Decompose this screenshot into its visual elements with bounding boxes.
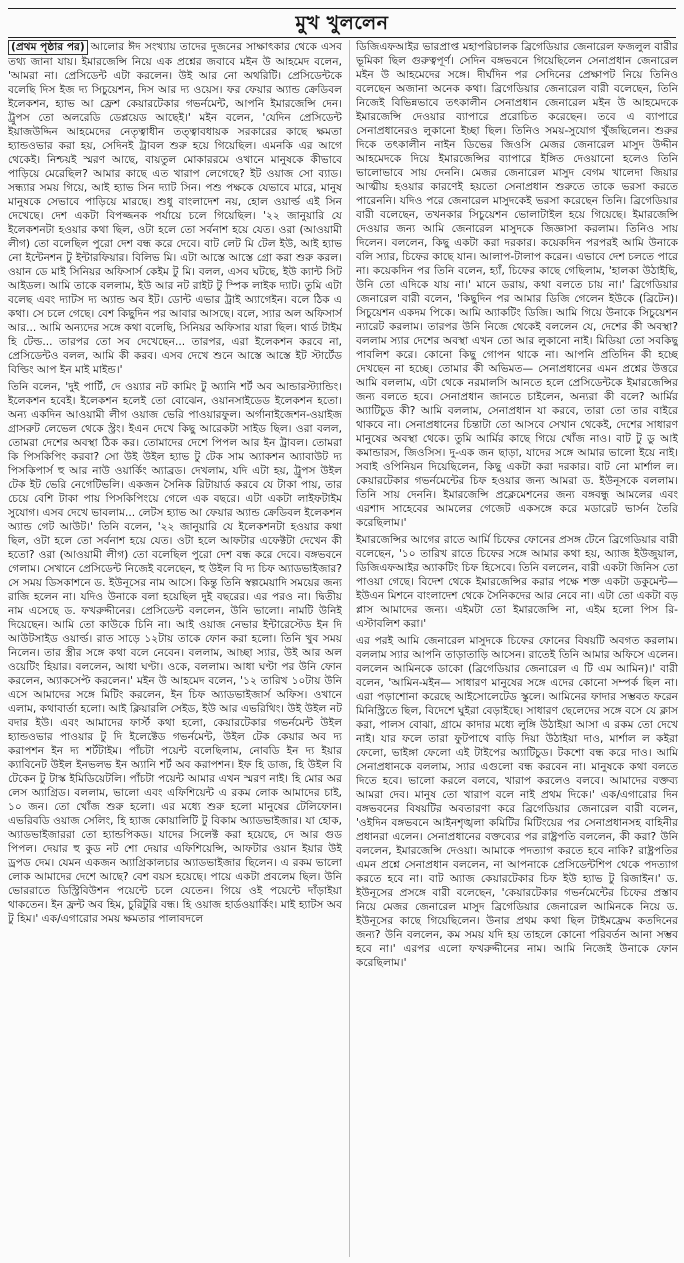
right-column: [356, 40, 678, 1257]
page-title: মুখ খুললেন: [295, 12, 389, 34]
article-paragraph: ইমারজেন্সির আগের রাতে আর্মি চিফের ফোনের প্রসঙ্গ টেনে ব্রিগেডিয়ার বারী বলেছেন, '১০ তারিখ রাতে চিফের সঙ্গে আমার কথা হয়, অ্যাজ ইউজুয়াল, ডিজিএফআইর অ্যাকটিং চিফ হিসেবে। তিনি বললেন, বারী একটা জিনিস তো পাওয়া গেছে। বিদেশ থেকে ইমারজেন্সির করার পক্ষে শক্ত একটা ডকুমেন্ট— ইউএন মিশনে বাংলাদেশ থেকে সৈনিকদের আর নেবে না। এটা তো একটা বড় প্লাস আমাদের জন্য। এইমটা তো ইমারজেন্সি না, এইম হলো পিস রি-এস্টাবলিশ করা।': [356, 534, 678, 630]
article-paragraph: ডিজিএফআইর ভারপ্রাপ্ত মহাপরিচালক ব্রিগেডিয়ার জেনারেল ফজলুল বারীর ভূমিকা ছিল গুরুত্বপূর্ণ। সেদিন বঙ্গভবনে গিয়েছিলেন সেনাপ্রধান জেনারেল মইন উ আহমেদের সঙ্গে। দীর্ঘদিন পর সেদিনের প্রেক্ষাপট নিয়ে তিনিও বলেছেন অজানা অনেক কথা। ব্রিগেডিয়ার জেনারেল বারী বলেছেন, তিনি নিজেই বিভিন্নভাবে তৎকালীন সেনাপ্রধান জেনারেল মইন উ আহমেদকে ইমারজেন্সি দেওয়ার ব্যাপারে প্ররোচিত করেছেন। তবে এ ব্যাপারে সেনাপ্রধানেরও লুকানো ইচ্ছা ছিল। তিনিও সময়-সুযোগ খুঁজছিলেন। শুরুর দিকে তৎকালীন নাইন ডিভের জিওসি মেজর জেনারেল মাসুদ উদ্দীন আহমেদকে দিয়ে ইমারজেন্সির ব্যাপারে ইঙ্গিত দেওয়ানো হলেও তিনি ভালোভাবে সায় দেননি। মেজর জেনারেল মাসুদ বেগম খালেদা জিয়ার আত্মীয় হওয়ার কারণেই হয়তো সেনাপ্রধান শুরুতে তাকে ভরসা করতে পারেননি। যদিও পরে জেনারেল মাসুদকেই ভরসা করেছেন তিনি। ব্রিগেডিয়ার বারী বলেছেন, তখনকার সিচুয়েশন ভোলাটাইল হয়ে গিয়েছে। ইমারজেন্সি দেওয়ার জন্য আমি জেনারেল মাসুদকে জিজ্ঞাসা করলাম। তিনিও সায় দিলেন। বললেন, কিছু একটা করা দরকার। কয়েকদিন পরপরই আমি উনাকে বলি স্যার, চিফের কাছে যান। আলাপ-টালাপ করেন। এভাবে দেশ চলতে পারে না। কয়েকদিন পর তিনি বলেন, হ্যাঁ, চিফের কাছে গেছিলাম, 'হালকা উঠাইছি, উনি তো এদিকে যায় না।' মানে ডরায়, কথা বলতে চায় না।' ব্রিগেডিয়ার জেনারেল বারী বলেন, 'কিছুদিন পর আমার ডিজি গেলেন ইউকে (ব্রিটেন)। সিচুয়েশন একদম পিকে। আমি অ্যাকটিং ডিজি। আমি গিয়ে উনাকে সিচুয়েশন ন্যারেট করলাম। তারপর উনি নিজে থেকেই বললেন যে, দেশের কী অবস্থা? বললাম স্যার দেশের অবস্থা এখন তো আর লুকানো নাই। মিডিয়া তো সবকিছু পাবলিশ করে। কোনো কিছু গোপন থাকে না। আপনি প্রতিদিন কী হচ্ছে দেখছেন না হচ্ছে। তোমার কী অভিমত— সেনাপ্রধানের এমন প্রশ্নের উত্তরে আমি বললাম, এটা থেকে নরমালসি আনতে হলে প্রেসিডেন্টকে ইমারজেন্সির জন্য বলতে হবে। সেনাপ্রধান জানতে চাইলেন, অন্যরা কী বলে? আর্মির অ্যাটিচুড কী? আমি বললাম, সেনাপ্রধান যা করবে, তারা তো তার বাইরে থাকবে না। সেনাপ্রধানের চিন্তাটা তো আসবে সেখান থেকেই, দেশের সাধারণ মানুষের অবস্থা থেকে। তুমি আর্মির কাছে গিয়ে খোঁজ নাও। বাট টু ডু আই কমান্ডারস, জিওসিস। দু-এক জন ছাড়া, যাদের সঙ্গে আমার ভালো ইয়ে নাই। সবাই ওপিনিয়ন দিয়েছিলেন, কিছু একটা করা দরকার। বাট নো মার্শাল ল। কেয়ারটেকার গভর্নমেন্টের চিফ হওয়ার জন্য আমরা ড. ইউনূসকে বললাম। তিনি সায় দেননি। ইমারজেন্সি প্রক্লেমেশনের জন্য বঙ্গবন্ধু আমলের এবং এরশাদ সাহেবের আমলের গেজেট একসঙ্গে করে মডারেট ভার্সন তৈরি করেছিলাম।': [356, 41, 678, 529]
article-paragraph: এর পরই আমি জেনারেল মাসুদকে চিফের ফোনের বিষয়টি অবগত করলাম। বললাম স্যার আপনি তাড়াতাড়ি আসেন। রাতেই তিনি আমার অফিসে এলেন। বললেন আমিনকে ডাকো (ব্রিগেডিয়ার জেনারেল এ টি এম আমিন)।' বারী বলেন, 'আমিন-মইন— সাধারণ মানুষের সঙ্গে এদের কোনো সম্পর্ক ছিল না। এরা পড়াশোনা করেছে আইসোলেটেড স্কুলে। আমিনের ফাদার সম্ভবত ফরেন মিনিস্ট্রিতে ছিল, বিদেশে ঘুইরা বেড়াইছে। সাধারণ ছেলেদের সঙ্গে বসে যে ক্লাস করা, পালস বোঝা, গ্রামে কাদার মধ্যে লুঙ্গি উঠাইয়া আসা এ রকম তো দেখে নাই। যার ফলে তারা ফুটপাথে বাড়ি দিয়া উঠাইয়া দাও, মার্শাল ল কইরা ফেলো, ভাইঙ্গা ফেলো এই টাইপের অ্যাটিচুড। টকশো বন্ধ করে দাও। আমি সেনাপ্রধানকে বললাম, স্যার এগুলো বন্ধ করবেন না। মানুষকে কথা বলতে দিতে হবে। ভালো করলে বলবে, খারাপ করলেও বলবে। আমাদের বক্তব্য আমরা দেব। মানুষ তো খারাপ বলে নাই প্রথম দিকে।' এক/এগারোর দিন বঙ্গভবনের বিষয়টির অবতারণা করে ব্রিগেডিয়ার জেনারেল বারী বলেন, 'ওইদিন বঙ্গভবনে আইনশৃঙ্খলা কমিটির মিটিংয়ের পর সেনাপ্রধানসহ বাহিনীর প্রধানরা এলেন। সেনাপ্রধানের বক্তব্যের পর রাষ্ট্রপতি বললেন, কী করা? উনি বললেন, ইমারজেন্সি দেওয়া। আমাকে পদত্যাগ করতে হবে নাকি? রাষ্ট্রপতির এমন প্রশ্নে সেনাপ্রধান বললেন, না আপনাকে প্রেসিডেন্টশিপ থেকে পদত্যাগ করতে হবে না। বাট অ্যাজ কেয়ারটেকার চিফ ইউ হ্যাভ টু রিজাইন।' ড. ইউনূসের প্রসঙ্গে বারী বলেছেন, 'কেয়ারটেকার গভর্নমেন্টের চিফের প্রস্তাব নিয়ে মেজর জেনারেল মাসুদ ব্রিগেডিয়ার জেনারেল আমিনকে নিয়ে ড. ইউনূসের কাছে গিয়েছিলেন। উনার প্রথম কথা ছিল টাইমফ্রেম কতদিনের জন্য? উনি বললেন, কম সময় যদি হয় তাহলে কোনো পরিবর্তন আনা সম্ভব হবে না।' এরপর এলো ফখরুদ্দীনের নাম। আমি নিজেই উনাকে ফোন করেছিলাম।': [356, 635, 678, 969]
column-divider: [349, 40, 350, 1257]
continuation-tag: (প্রথম পৃষ্ঠার পর): [8, 40, 88, 55]
article-paragraph: তিনি বলেন, 'দুই পার্টি, দে ওয়্যার নট কামিং টু অ্যানি শর্ট অব আন্ডারস্ট্যান্ডিং। ইলেকশন হবেই। ইলেকশন হলেই তো বোঝেন, ওয়ানসাইডেড ইলেকশন হতো। অন্য একদিন আওয়ামী লীগ ওয়াজ ভেরি পাওয়ারফুল। অর্গানাইজেশন-ওয়াইজ গ্রাসরুট লেভেল থেকে স্ট্রং। ইএন দেখে কিছু আরেকটা সাইড ছিল। ওরা বলল, তোমরা দেশের অবস্থা ঠিক কর। তোমাদের দেশে পিপল আর ইন ট্রাবল। তোমরা কি পিসকিপিং করবা? সো উই উইল হ্যাভ টু টেক সাম অ্যাকশন অ্যাবাউট দ্য পিসকিপার্স হু আর নাউ ওয়ার্কিং অ্যাব্রড। দেখলাম, যদি এটা হয়, ট্রুপস উইল টেক ইট ভেরি নেগেটিভলি। একজন সৈনিক রিটায়ার্ড করবে যে টাকা পায়, তার চেয়ে বেশি টাকা পায় পিসকিপিংয়ে গেলে এক বছরে। এটা একটা লাইফটাইম সুযোগ। এসব দেখে ভাবলাম... লেটস হ্যাভ আ ফেয়ার অ্যান্ড ক্রেডিবল ইলেকশন অ্যান্ড গেট আউট।' তিনি বলেন, '২২ জানুয়ারি যে ইলেকশনটা হওয়ার কথা ছিল, ওটা হলে তো সর্বনাশ হয়ে যেত। ওটা হলে আফটার এফেক্টটা দেখেন কী হতো? ওরা (আওয়ামী লীগ) তো বলেছিল পুরো দেশ বন্ধ করে দেবে। বঙ্গভবনে গেলাম। সেখানে প্রেসিডেন্ট নিজেই বলেছেন, হু উইল বি দ্য চিফ অ্যাডভাইজার? সে সময় ডিসকাশনে ড. ইউনূসের নাম আসে। কিন্তু তিনি স্বল্পমেয়াদি সময়ের জন্য রাজি হলেন না। যদিও উনাকে বলা হয়েছিল দুই বছরের। এর পরও না। দ্বিতীয় নাম এসেছে ড. ফখরুদ্দীনের। প্রেসিডেন্ট বললেন, উনি ভালো। নামটি উনিই দিয়েছেন। আমি তো কাউকে চিনি না। আই ওয়াজ নেভার ইন্টারেস্টেড ইন দি আউটসাইড ওয়ার্ল্ড। রাত সাড়ে ১২টায় তাকে ফোন করা হলো। তিনি খুব সময় নিলেন। তার স্ত্রীর সঙ্গে কথা বলে নেবেন। বললাম, আচ্ছা স্যার, উই আর অল ওয়েটিং হিয়ার। বললেন, আধা ঘণ্টা। ওকে, বললাম। আধা ঘণ্টা পর উনি ফোন করলেন, অ্যাকসেপ্ট করলেন।' মইন উ আহমেদ বলেন, '১২ তারিখ ১০টায় উনি এসে আমাদের সঙ্গে মিটিং করলেন, ইন চিফ অ্যাডভাইজার্স অফিস। ওখানে এলাম, কথাবার্তা হলো। আই ক্লিয়ারলি সেইড, ইউ আর এভরিথিং। উই উইল নট বদার ইউ। এবং আমাদের ফার্স্ট কথা হলো, কেয়ারটেকার গভর্নমেন্ট উইল হ্যান্ডওভার পাওয়ার টু দি ইলেক্টেড গভর্নমেন্ট, উইল টেক কেয়ার অব দ্য করাপশন ইন দ্য শর্টটাইম। পাঁচটা পয়েন্ট বলেছিলাম, নোবডি ইন দ্য ইয়ার ক্যাবিনেট উইল ইনভলভ ইন অ্যানি শর্ট অব করাপশন। ইফ হি ডাজ, হি উইল বি টেকেন টু টাস্ক ইমিডিয়েটলি। পাঁচটা পয়েন্ট আমার এখন স্মরণ নাই। হি মোর অর লেস অ্যাগ্রিড। বললাম, ভালো এবং এফিশিয়েন্ট এ রকম লোক আমাদের চাই, ১০ জন। তো খোঁজ শুরু হলো। এর মধ্যে শুরু হলো মানুষের টেলিফোন। এভরিবডি ওয়াজ সেলিং, হি হ্যাজ কোয়ালিটি টু বিকাম অ্যাডভাইজার। যা হোক, অ্যাডভাইজাররা তো হ্যান্ডপিকড। যাদের সিলেক্ট করা হয়েছে, দে আর গুড পিপল। দেয়ার হু কুড নট শো দেয়ার এফিশিয়েন্সি, আফটার ওয়ান ইয়ার উই ড্রপড দেম। যেমন একজন অ্যাগ্রিকালচার অ্যাডভাইজার ছিলেন। এ রকম ভালো লোক আমাদের দেশে আছে? বেশ বয়স হয়েছে। পায়ে একটা প্রবলেম ছিল। উনি ভোররাতে ডিস্ট্রিবিউশন পয়েন্টে চলে যেতেন। গিয়ে ওই পয়েন্টে দাঁড়াইয়া থাকতেন। ইন ফ্রন্ট অব হিম, চুরিটুরি বন্ধ। হি ওয়াজ হার্ডওয়ার্কিং। মাই হ্যাটস অব টু হিম।' এক/এগারোর সময় ক্ষমতার পালাবদলে: [8, 381, 342, 925]
left-column: [8, 40, 342, 1257]
page-header: [8, 8, 676, 38]
article-paragraph: [8, 40, 342, 377]
paragraph-text: আলোর ঈদ সংখ্যায় তাদের দুজনের সাক্ষাৎকার থেকে এসব তথ্য জানা যায়। ইমারজেন্সি নিয়ে এক প্রশ্নের জবাবে মইন উ আহমেদ বলেন, 'আমরা না। প্রেসিডেন্ট এটা করলেন। উই আর নো অথরিটি। প্রেসিডেন্টকে বলেছি দিস ইজ দ্য সিচুয়েশন, দিস আর দ্য ওয়েস। ফর ফেয়ার অ্যান্ড ক্রেডিবল ইলেকশন, হ্যাভ আ ফ্রেশ কেয়ারটেকার গভর্নমেন্ট, আপনি ইমারজেন্সি দেন। ট্রুপস তো অলরেডি ডেপ্লয়েড আছেই।' মইন বলেন, 'যেদিন প্রেসিডেন্ট ইয়াজউদ্দিন আহমেদের নেতৃত্বাধীন তত্ত্বাবধায়ক সরকারের কাছে ক্ষমতা হ্যান্ডওভার করা হয়, সেদিনই ট্রাবল শুরু হয়ে গিয়েছিল। এমনকি এর আগে থেকেই। নিশ্চয়ই স্মরণ আছে, বায়তুল মোকাররমে ওখানে মানুষকে কীভাবে পাড়িয়ে মেরেছিল? আমার কাছে এত খারাপ লেগেছে? ইট ওয়াজ সো ব্যাড। সন্ধ্যার সময় গিয়ে, আই হ্যাভ সিন দ্যাট সিন। পশু পক্ষকে যেভাবে মারে, মানুষ মানুষকে সেভাবে পাড়িয়ে মারছে। শুধু বাংলাদেশ নয়, হোল ওয়ার্ল্ড এই সিন দেখেছে। দেশ একটা বিপজ্জনক পর্যায়ে চলে গিয়েছিল। '২২ জানুয়ারি যে ইলেকশনটা হওয়ার কথা ছিল, ওটা হলে তো সর্বনাশ হয়ে যেত। ওরা (আওয়ামী লীগ) তো বলেছিল পুরো দেশ বন্ধ করে দেবে। বাট লেট মি টেল ইউ, আই হ্যাভ নো ইন্টেনশন টু ইন্টারফিয়ার। বিলিভ মি। এটা আস্তে আস্তে গ্রো করা শুরু করল। ওয়ান ডে মাই সিনিয়র অফিসার্স কেইম টু মি। বলল, এসব ঘটছে, ইউ ক্যান্ট সিট আইডল। আমি তাকে বললাম, ইউ আর নট রাইট টু স্পিক লাইক দ্যাট। তুমি এটা বলেছ এবং দ্যাটস দ্য অ্যান্ড অব ইট। ডোন্ট এভার ট্রাই অ্যাগেইন। বলে ঠিক এ কথা। সে চলে গেছে। বেশ কিছুদিন পর আবার আসছে। বলে, স্যার অল অফিসার্স আর... আমি অন্যদের সঙ্গে কথা বলেছি, সিনিয়র অফিসার যারা ছিল। থার্ড টাইম হি টেল্ড... তারপর তো সব দেখেছেন... তারপর, এরা ইলেকশন করবে না, প্রেসিডেন্টও বলল, আমি কী করব। এসব দেখে শুনে আস্তে আস্তে ইট স্টার্টেড বিল্ডিং আপ ইন মাই মাইন্ড।': [8, 41, 342, 376]
